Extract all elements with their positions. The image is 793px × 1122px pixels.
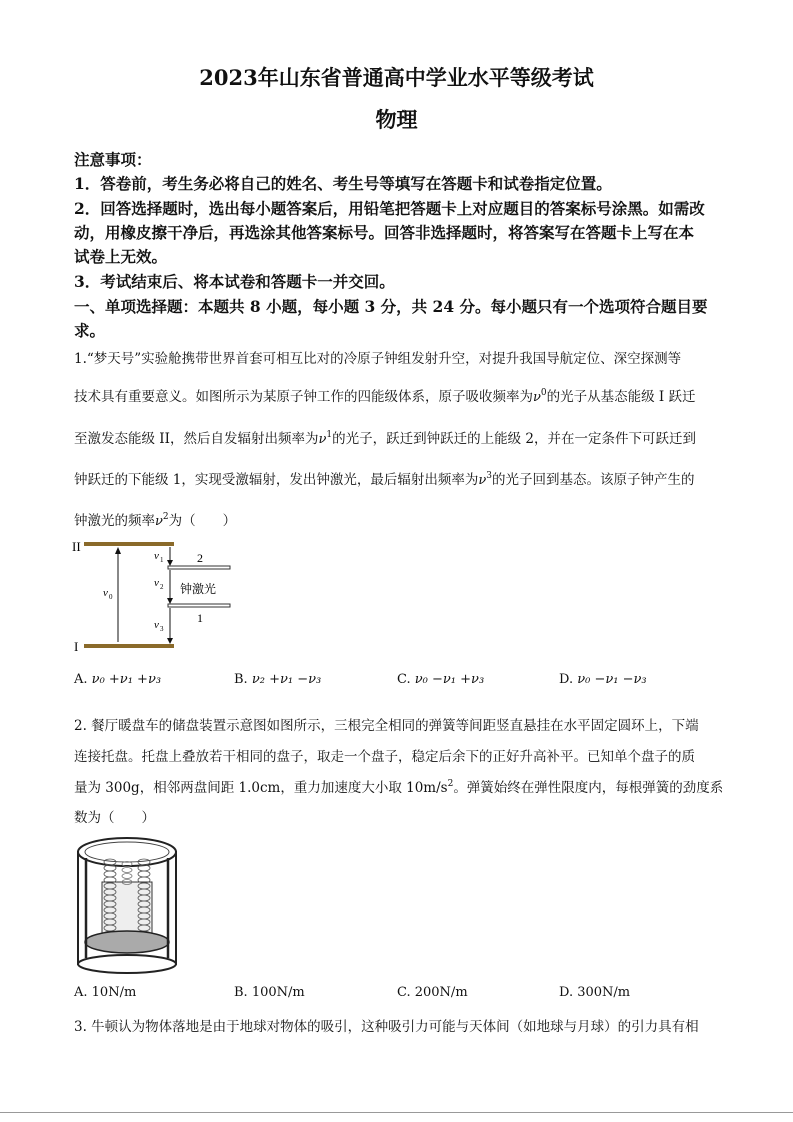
q2-line-2: 连接托盘。托盘上叠放若干相同的盘子，取走一个盘子，稳定后余下的正好升高补平。已知单个盘子的质	[74, 749, 695, 765]
q1-line-1: 1.“梦天号”实验舱携带世界首套可相互比对的冷原子钟组发射升空，对提升我国导航定位、深空探测等	[74, 351, 682, 367]
q2-option-b[interactable]: B. 100N/m	[234, 985, 305, 1000]
level-I-label: I	[74, 639, 79, 654]
option-label: A.	[74, 672, 88, 687]
laser-label: 钟激光	[180, 582, 217, 596]
q2-line-3-b: 。弹簧始终在弹性限度内，每根弹簧的劲度系	[453, 780, 724, 796]
plate-warmer-figure	[72, 830, 182, 975]
level-2-label: 2	[197, 551, 203, 565]
q1-option-a[interactable]	[74, 672, 161, 687]
nu3-arrowhead	[167, 638, 173, 644]
option-text: ν₀ −ν₁ +ν₃	[414, 672, 485, 687]
q1-option-b[interactable]	[234, 672, 321, 687]
q1-line-5-a: 钟激光的频率	[74, 513, 155, 529]
q1-line-4	[74, 468, 695, 488]
base	[78, 955, 176, 973]
nu3-label: ν	[154, 619, 159, 631]
q2-line-3-a: 量为 300g，相邻两盘间距 1.0cm，重力加速度大小取 10m/s	[74, 780, 448, 796]
level-1-label: 1	[197, 611, 203, 625]
level-II-bar	[84, 542, 146, 546]
q2-option-d[interactable]: D. 300N/m	[559, 985, 631, 1000]
level-2-bar	[168, 566, 230, 569]
nu3-sub: 3	[160, 625, 164, 633]
nu0-arrowhead	[115, 547, 121, 554]
option-text: ν₀ +ν₁ +ν₃	[91, 672, 162, 687]
exam-title: 2023年山东省普通高中学业水平等级考试	[199, 65, 594, 90]
level-1-bar	[168, 604, 230, 607]
subject-title: 物理	[375, 107, 418, 132]
q1-option-c[interactable]	[397, 672, 484, 687]
level-II-bar-extension	[146, 542, 174, 546]
q1-line-3-b: 的光子，跃迁到钟跃迁的上能级 2，并在一定条件下可跃迁到	[332, 431, 696, 447]
option-text: ν₀ −ν₁ −ν₃	[577, 672, 647, 687]
nu-subscript: 3	[486, 471, 493, 481]
energy-level-diagram	[70, 535, 240, 655]
q2-option-c[interactable]: C. 200N/m	[397, 985, 468, 1000]
nu2-sub: 2	[160, 583, 164, 591]
nu2-arrowhead	[167, 598, 173, 604]
nu-symbol: ν	[155, 514, 163, 529]
tray	[85, 931, 169, 953]
q1-option-d[interactable]	[559, 672, 647, 687]
page-bottom-rule	[0, 1112, 793, 1113]
nu1-sub: 1	[160, 556, 164, 564]
level-II-label: II	[72, 539, 81, 554]
q1-line-4-a: 钟跃迁的下能级 1，实现受激辐射，发出钟激光，最后辐射出频率为	[74, 472, 479, 488]
nu-subscript: 0	[540, 388, 547, 398]
q3-line-1: 3. 牛顿认为物体落地是由于地球对物体的吸引，这种吸引力可能与天体间（如地球与月球）的引力具有相	[74, 1019, 699, 1035]
nu-symbol: ν	[533, 390, 541, 405]
q2-line-1: 2. 餐厅暖盘车的储盘装置示意图如图所示，三根完全相同的弹簧等间距竖直悬挂在水平固定圆环上，下端	[74, 718, 699, 734]
nu2-label: ν	[154, 577, 159, 589]
q1-line-3-a: 至激发态能级 II，然后自发辐射出频率为	[74, 431, 319, 447]
superscript: 2	[447, 779, 454, 789]
notice-item-2-line-3: 试卷上无效。	[74, 247, 168, 266]
notice-item-2-line-1: 2．回答选择题时，选出每小题答案后，用铅笔把答题卡上对应题目的答案标号涂黑。如需改	[74, 199, 705, 218]
nu0-label: ν	[103, 587, 108, 599]
q1-line-4-b: 的光子回到基态。该原子钟产生的	[492, 472, 695, 488]
nu1-label: ν	[154, 550, 159, 562]
q1-line-5	[74, 509, 236, 529]
nu1-arrowhead	[167, 560, 173, 566]
nu-symbol: ν	[318, 432, 327, 447]
q1-line-2-a: 技术具有重要意义。如图所示为某原子钟工作的四能级体系，原子吸收频率为	[74, 389, 533, 405]
option-text: ν₂ +ν₁ −ν₃	[251, 672, 322, 687]
level-I-bar-extension	[146, 644, 174, 648]
notice-item-1: 1．答卷前，考生务必将自己的姓名、考生号等填写在答题卡和试卷指定位置。	[74, 174, 612, 193]
q1-line-2	[74, 385, 696, 405]
level-I-bar	[84, 644, 146, 648]
q2-option-a[interactable]: A. 10N/m	[74, 985, 137, 1000]
option-label: D.	[559, 672, 574, 687]
q2-line-4: 数为（ ）	[74, 810, 155, 826]
q2-line-3	[74, 776, 723, 796]
notice-item-3: 3．考试结束后、将本试卷和答题卡一并交回。	[74, 272, 395, 291]
notice-item-2-line-2: 动，用橡皮擦干净后，再选涂其他答案标号。回答非选择题时，将答案写在答题卡上写在本	[74, 223, 695, 242]
nu-subscript: 1	[326, 430, 333, 440]
section-1-heading-line-2: 求。	[74, 321, 106, 340]
nu-symbol: ν	[478, 473, 487, 488]
nu-subscript: 2	[162, 512, 169, 522]
notice-heading: 注意事项：	[74, 150, 152, 169]
q1-line-5-b: 为（ ）	[168, 513, 237, 529]
option-label: C.	[397, 672, 411, 687]
section-1-heading-line-1: 一、单项选择题：本题共 8 小题，每小题 3 分，共 24 分。每小题只有一个选项符合题目要	[74, 297, 708, 316]
q1-line-3	[74, 427, 696, 447]
q1-line-2-b: 的光子从基态能级 I 跃迁	[546, 389, 696, 405]
nu0-sub: 0	[109, 593, 113, 601]
option-label: B.	[234, 672, 248, 687]
